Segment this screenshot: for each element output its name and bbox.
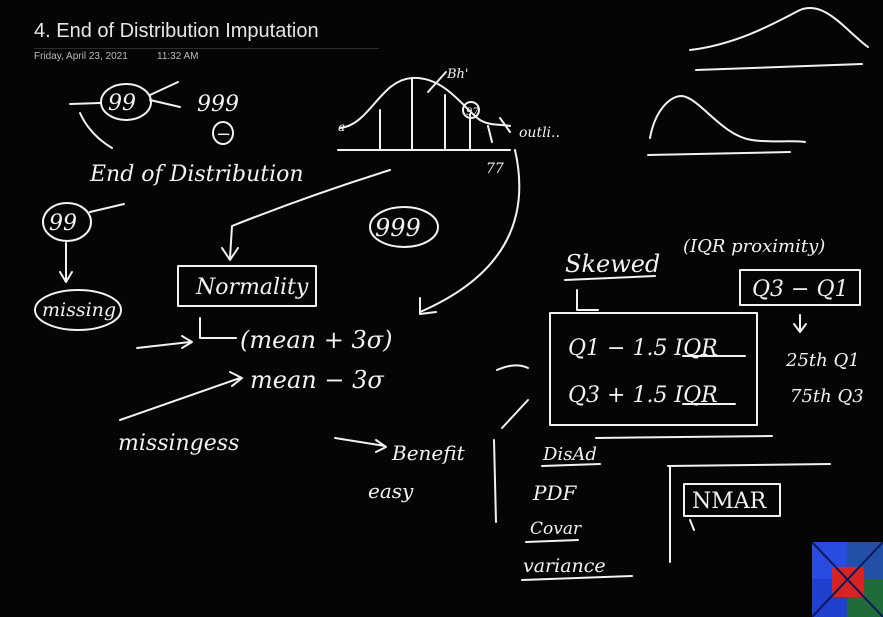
curve-left-skewed	[690, 8, 868, 50]
arrow-down-to-end	[80, 113, 112, 148]
page-time: 11:32 AM	[157, 51, 199, 62]
bell-pointer-top	[428, 72, 446, 92]
bracket-skewed	[577, 290, 598, 310]
arrow-down-to-missing	[60, 243, 72, 282]
text-iqr-proximity: (IQR proximity)	[683, 236, 826, 257]
text-999: 999	[197, 92, 239, 117]
page-title: 4. End of Distribution Imputation	[34, 20, 319, 42]
bell-left-tail: a	[338, 120, 346, 134]
text-skewed: Skewed	[565, 250, 661, 278]
rule-above-disad	[596, 436, 772, 438]
ink-group-iqr	[497, 236, 864, 428]
text-normality: Normality	[196, 275, 309, 300]
underline-covar	[526, 540, 578, 542]
text-mean-plus: (mean + 3σ)	[240, 326, 393, 354]
text-pdf: PDF	[533, 481, 577, 505]
arrow-into-q1	[497, 365, 528, 370]
text-end-of-distribution: End of Distribution	[90, 162, 304, 187]
ink-group-bell-curve	[338, 67, 560, 177]
page-date: Friday, April 23, 2021	[34, 51, 128, 62]
ink-group-normality	[118, 150, 519, 503]
arrow-tail-to-mean	[420, 150, 519, 314]
text-variance: variance	[523, 555, 606, 577]
bell-tail-marks	[488, 118, 510, 142]
arrow-down-to-percentiles	[794, 315, 806, 332]
text-q1-percentile: 25th Q1	[786, 350, 860, 371]
text-benefit: Benefit	[392, 441, 465, 465]
ink-group-99	[70, 82, 304, 187]
baseline-right-skewed	[648, 152, 790, 155]
baseline-left-skewed	[696, 64, 862, 70]
text-disadvantages: DisAd	[543, 444, 597, 465]
ink-group-missing	[35, 203, 124, 330]
axis-right-label: 77	[486, 161, 504, 177]
arrow-into-mean-plus	[137, 336, 192, 348]
arrow-into-benefit	[335, 438, 386, 452]
bracket-normality	[200, 318, 236, 338]
text-nmar: NMAR	[692, 489, 767, 514]
logo-tile	[812, 542, 883, 617]
text-missingness: missingess	[118, 431, 240, 456]
text-q3-formula: Q3 + 1.5 IQR	[568, 383, 718, 408]
text-q3-percentile: 75th Q3	[790, 386, 864, 407]
text-mean-minus: mean − 3σ	[250, 366, 384, 394]
text-999-center: 999	[375, 214, 421, 242]
arrow-out-of-99	[150, 82, 180, 107]
arrow-into-q3	[502, 400, 528, 428]
arrow-into-mean-minus	[120, 372, 242, 420]
bell-label-right: 97	[466, 107, 479, 118]
outlier-label: outli..	[519, 125, 560, 141]
text-covar: Covar	[530, 519, 582, 539]
text-99-left: 99	[49, 211, 77, 236]
text-99: 99	[108, 91, 136, 116]
text-easy: easy	[368, 479, 414, 503]
arrow-into-99	[70, 103, 100, 104]
text-minus: −	[216, 124, 232, 145]
curve-right-skewed	[650, 96, 805, 142]
bell-curve	[340, 78, 510, 128]
tick-99-left	[90, 204, 124, 212]
text-q1-formula: Q1 − 1.5 IQR	[568, 336, 718, 361]
ink-group-disadvantages	[494, 436, 830, 580]
text-q3-minus-q1: Q3 − Q1	[752, 277, 849, 302]
text-missing: missing	[42, 299, 117, 321]
cursor-mark	[690, 520, 694, 530]
bell-label-top: Bh'	[447, 67, 469, 82]
ink-group-skewed-curves	[648, 8, 868, 155]
divider-vertical	[494, 440, 496, 522]
box-iqr-formulas	[550, 313, 757, 425]
